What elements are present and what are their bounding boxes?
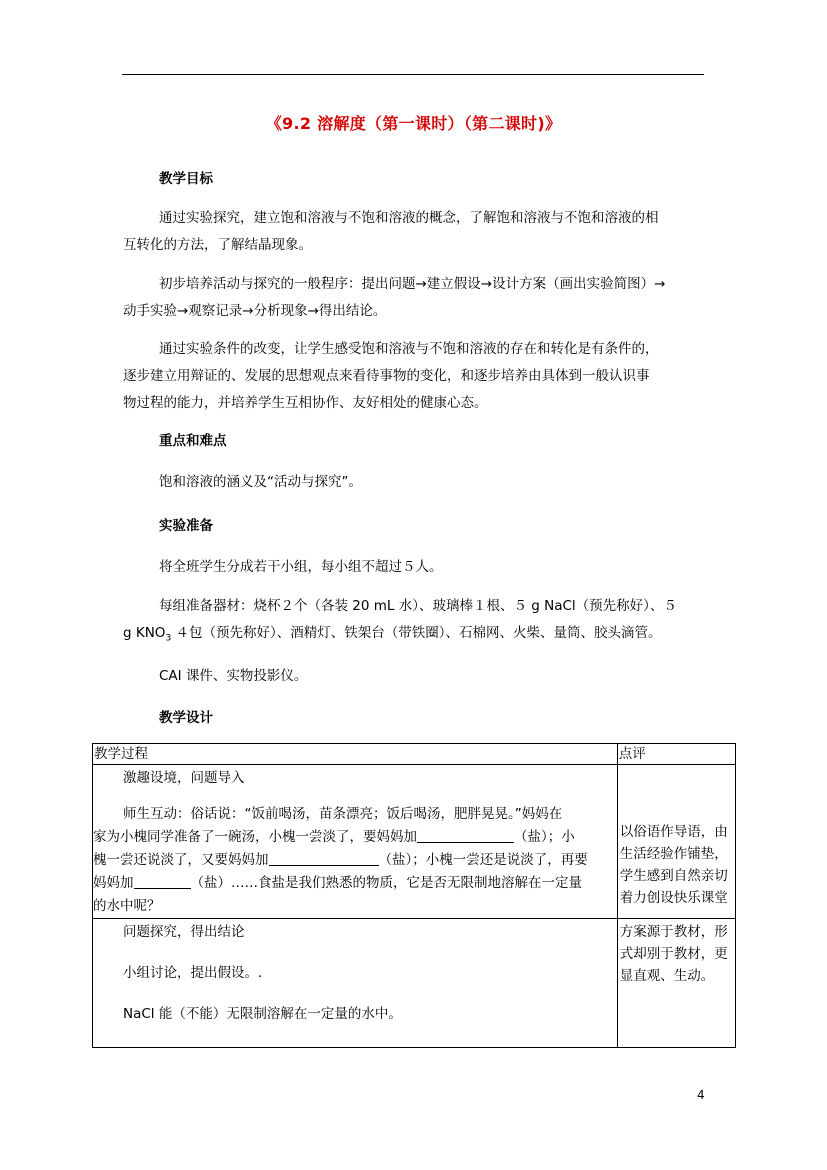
- prep-grouping: 将全班学生分成若干小组，每小组不超过５人。: [159, 559, 443, 575]
- fill-blank-3[interactable]: [134, 874, 191, 889]
- fill-blank-1[interactable]: [417, 828, 514, 843]
- row1-process-cell: [93, 765, 618, 919]
- goal-2: [123, 271, 708, 325]
- key-points-heading: 重点和难点: [159, 433, 227, 449]
- header-comment-label: 点评: [618, 746, 646, 762]
- goal-3: [123, 336, 708, 417]
- teaching-design-table: [92, 743, 736, 1048]
- row1-line1: 师生互动：俗话说：“饭前喝汤，苗条漂亮；饭后喝汤，肥胖晃晃。”妈妈在: [123, 806, 563, 822]
- goal-3-line3: 物过程的能力，并培养学生互相协作、友好相处的健康心态。: [123, 395, 488, 411]
- header-process: [93, 744, 618, 765]
- row1-line4: [93, 872, 617, 895]
- row2-comment-cell: [617, 919, 735, 1048]
- row1-line5: 的水中呢？: [93, 898, 161, 914]
- row2-comment-line: 式却别于教材，更: [619, 946, 728, 962]
- table-row: [93, 765, 736, 919]
- row1-line2: [93, 826, 617, 849]
- row2-line1: 小组讨论，提出假设。.: [123, 965, 263, 981]
- goal-3-line2: 逐步建立用辩证的、发展的思想观点来看待事物的变化，和逐步培养由具体到一般认识事: [123, 368, 650, 384]
- goal-2-line1: 初步培养活动与探究的一般程序：提出问题→建立假设→设计方案（画出实验简图）→: [159, 276, 666, 292]
- row2-comment-line: 显直观、生动。: [619, 968, 715, 984]
- table-header-row: [93, 744, 736, 765]
- row1-comment-line: 着力创设快乐课堂: [619, 890, 728, 906]
- row1-line2-b: （盐）；小: [514, 829, 575, 845]
- row1-line3-a: 槐一尝还说淡了，又要妈妈加: [93, 852, 269, 868]
- page-number: 4: [697, 1088, 705, 1102]
- goal-1-line1: 通过实验探究，建立饱和溶液与不饱和溶液的概念，了解饱和溶液与不饱和溶液的相: [159, 210, 659, 226]
- design-heading: 教学设计: [159, 710, 213, 726]
- row1-line3: [93, 849, 617, 872]
- row2-title: 问题探究，得出结论: [123, 924, 245, 940]
- goals-heading: 教学目标: [159, 171, 213, 187]
- row2-process-cell: [93, 919, 618, 1048]
- prep-materials-line1: 每组准备器材：烧杯２个（各装 20 mL 水）、玻璃棒１根、５ g NaCl（预先称好）、５: [159, 598, 677, 614]
- row1-title: 激趣设境，问题导入: [123, 770, 245, 786]
- row1-comment-line: 生活经验作铺垫，: [619, 846, 728, 862]
- goal-1: [123, 205, 708, 259]
- row2-comment-line: 方案源于教材，形: [619, 924, 728, 940]
- prep-equipment: CAI 课件、实物投影仪。: [159, 668, 308, 684]
- table-row: [93, 919, 736, 1048]
- prep-materials-line2: [123, 620, 708, 653]
- row2-line2: NaCl 能（不能）无限制溶解在一定量的水中。: [123, 1006, 402, 1022]
- prep-materials-kno3: g KNO: [123, 625, 166, 641]
- row1-comment-cell: [617, 765, 735, 919]
- row1-comment-line: 以俗语作导语，由: [619, 824, 728, 840]
- goal-1-line2: 互转化的方法，了解结晶现象。: [123, 237, 312, 253]
- prep-materials-line2-rest: ４包（预先称好）、酒精灯、铁架台（带铁圈）、石棉网、火柴、量筒、胶头滴管。: [171, 625, 662, 641]
- row1-line4-b: （盐）……食盐是我们熟悉的物质，它是否无限制地溶解在一定量: [190, 875, 582, 891]
- row1-line3-b: （盐）；小槐一尝还是说淡了，再要: [378, 852, 588, 868]
- prep-materials: [123, 593, 708, 653]
- goal-3-line1: 通过实验条件的改变，让学生感受饱和溶液与不饱和溶液的存在和转化是有条件的，: [159, 341, 659, 357]
- header-rule: [122, 74, 704, 75]
- header-process-label: 教学过程: [94, 746, 148, 762]
- key-points-text: 饱和溶液的涵义及“活动与探究”。: [159, 474, 362, 490]
- goal-2-line2: 动手实验→观察记录→分析现象→得出结论。: [123, 303, 387, 319]
- row1-line4-a: 妈妈加: [93, 875, 134, 891]
- row1-line2-a: 家为小槐同学准备了一碗汤，小槐一尝淡了，要妈妈加: [93, 829, 417, 845]
- document-title: 《9.2 溶解度（第一课时）（第二课时)》: [265, 114, 562, 133]
- prep-materials-kno3-subscript: 3: [165, 633, 172, 644]
- header-comment: [617, 744, 735, 765]
- prep-heading: 实验准备: [159, 518, 213, 534]
- row1-comment-line: 学生感到自然亲切: [619, 868, 728, 884]
- fill-blank-2[interactable]: [269, 851, 379, 866]
